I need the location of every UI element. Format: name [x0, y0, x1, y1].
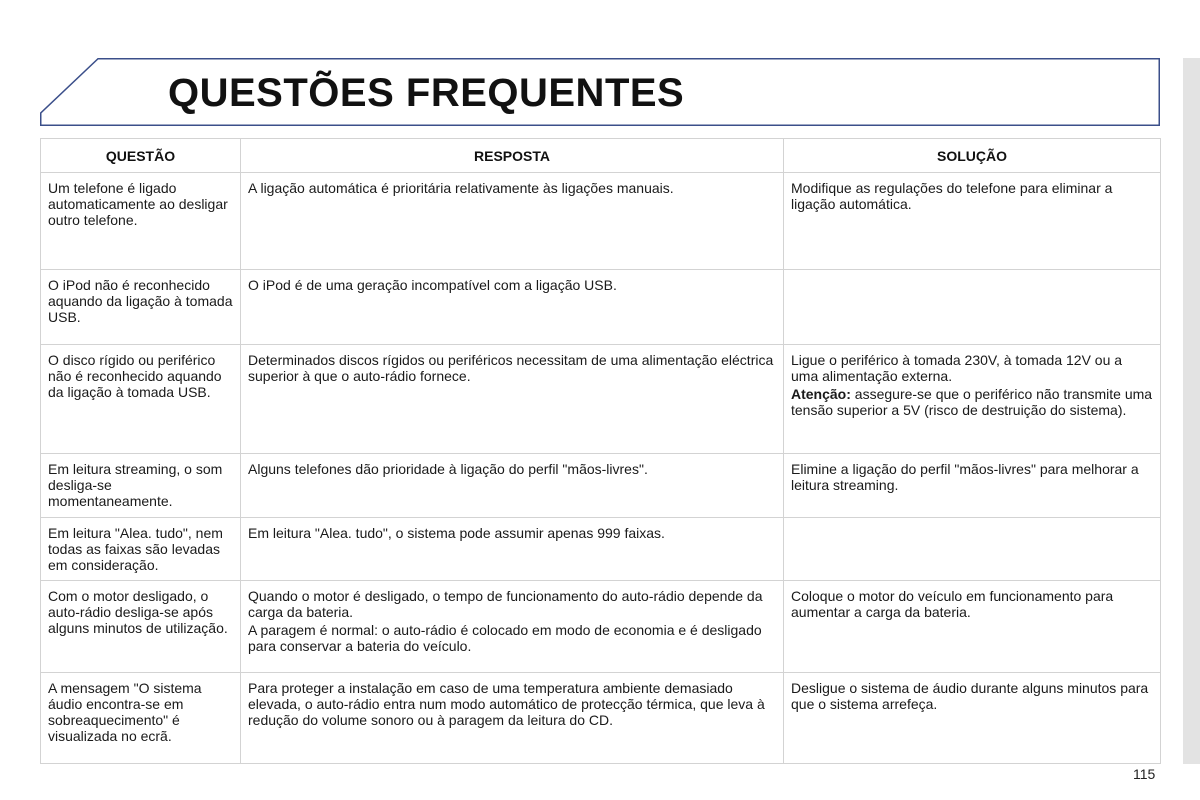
- table-header-row: [41, 139, 1161, 173]
- column-header-answer: RESPOSTA: [241, 139, 784, 173]
- solution-cell: [784, 270, 1161, 345]
- warning-note: [791, 386, 1153, 418]
- table-row: [41, 270, 1161, 345]
- answer-text: Em leitura "Alea. tudo", o sistema pode assumir apenas 999 faixas.: [248, 525, 665, 541]
- warning-label: Atenção:: [791, 386, 851, 402]
- answer-text: O iPod é de uma geração incompatível com a ligação USB.: [248, 277, 617, 293]
- question-text: A mensagem "O sistema áudio encontra-se em sobreaquecimento" é visualizada no ecrã.: [48, 680, 202, 744]
- answer-text: A ligação automática é prioritária relativamente às ligações manuais.: [248, 180, 674, 196]
- solution-cell: [784, 673, 1161, 764]
- table-row: [41, 518, 1161, 581]
- question-text: O iPod não é reconhecido aquando da ligação à tomada USB.: [48, 277, 233, 325]
- answer-text: Determinados discos rígidos ou periféricos necessitam de uma alimentação eléctrica superior à que o auto-rádio fornece.: [248, 352, 774, 384]
- answer-text: Alguns telefones dão prioridade à ligação do perfil "mãos-livres".: [248, 461, 648, 477]
- faq-table: [40, 138, 1161, 764]
- question-cell: [41, 518, 241, 581]
- question-cell: [41, 173, 241, 270]
- page-title: QUESTÕES FREQUENTES: [168, 71, 685, 115]
- question-text: Com o motor desligado, o auto-rádio desliga-se após alguns minutos de utilização.: [48, 588, 228, 636]
- solution-text: Desligue o sistema de áudio durante alguns minutos para que o sistema arrefeça.: [791, 680, 1149, 712]
- question-cell: [41, 345, 241, 454]
- question-cell: [41, 270, 241, 345]
- answer-cell: [241, 673, 784, 764]
- question-text: O disco rígido ou periférico não é reconhecido aquando da ligação à tomada USB.: [48, 352, 222, 400]
- warning-text: assegure-se que o periférico não transmite uma tensão superior a 5V (risco de destruição do sistema).: [791, 386, 1153, 418]
- answer-cell: [241, 581, 784, 673]
- question-cell: [41, 454, 241, 518]
- question-cell: [41, 581, 241, 673]
- answer-cell: [241, 345, 784, 454]
- solution-cell: [784, 345, 1161, 454]
- table-row: [41, 673, 1161, 764]
- question-text: Em leitura streaming, o som desliga-se momentaneamente.: [48, 461, 223, 509]
- answer-text: Para proteger a instalação em caso de uma temperatura ambiente demasiado elevada, o auto-rádio entra num modo automático de protecção térmica, que leva à redução do volume sonoro ou à paragem da leitura do CD.: [248, 680, 765, 728]
- solution-cell: [784, 518, 1161, 581]
- column-header-question: QUESTÃO: [41, 139, 241, 173]
- table-row: [41, 173, 1161, 270]
- page-edge-tab: [1183, 58, 1200, 764]
- solution-text: Ligue o periférico à tomada 230V, à tomada 12V ou a uma alimentação externa.: [791, 352, 1123, 384]
- answer-text: Quando o motor é desligado, o tempo de funcionamento do auto-rádio depende da carga da bateria.: [248, 588, 763, 620]
- solution-text: Coloque o motor do veículo em funcionamento para aumentar a carga da bateria.: [791, 588, 1114, 620]
- solution-text: Modifique as regulações do telefone para eliminar a ligação automática.: [791, 180, 1113, 212]
- answer-cell: [241, 454, 784, 518]
- answer-text: A paragem é normal: o auto-rádio é colocado em modo de economia e é desligado para conservar a bateria do veículo.: [248, 622, 762, 654]
- solution-text: Elimine a ligação do perfil "mãos-livres" para melhorar a leitura streaming.: [791, 461, 1139, 493]
- table-row: [41, 581, 1161, 673]
- question-text: Um telefone é ligado automaticamente ao desligar outro telefone.: [48, 180, 228, 228]
- question-cell: [41, 673, 241, 764]
- question-text: Em leitura "Alea. tudo", nem todas as faixas são levadas em consideração.: [48, 525, 223, 573]
- page-number: 115: [1133, 766, 1156, 782]
- table-row: [41, 345, 1161, 454]
- solution-cell: [784, 454, 1161, 518]
- answer-cell: [241, 270, 784, 345]
- table-row: [41, 454, 1161, 518]
- answer-cell: [241, 173, 784, 270]
- answer-cell: [241, 518, 784, 581]
- column-header-solution: SOLUÇÃO: [784, 139, 1161, 173]
- solution-cell: [784, 581, 1161, 673]
- solution-cell: [784, 173, 1161, 270]
